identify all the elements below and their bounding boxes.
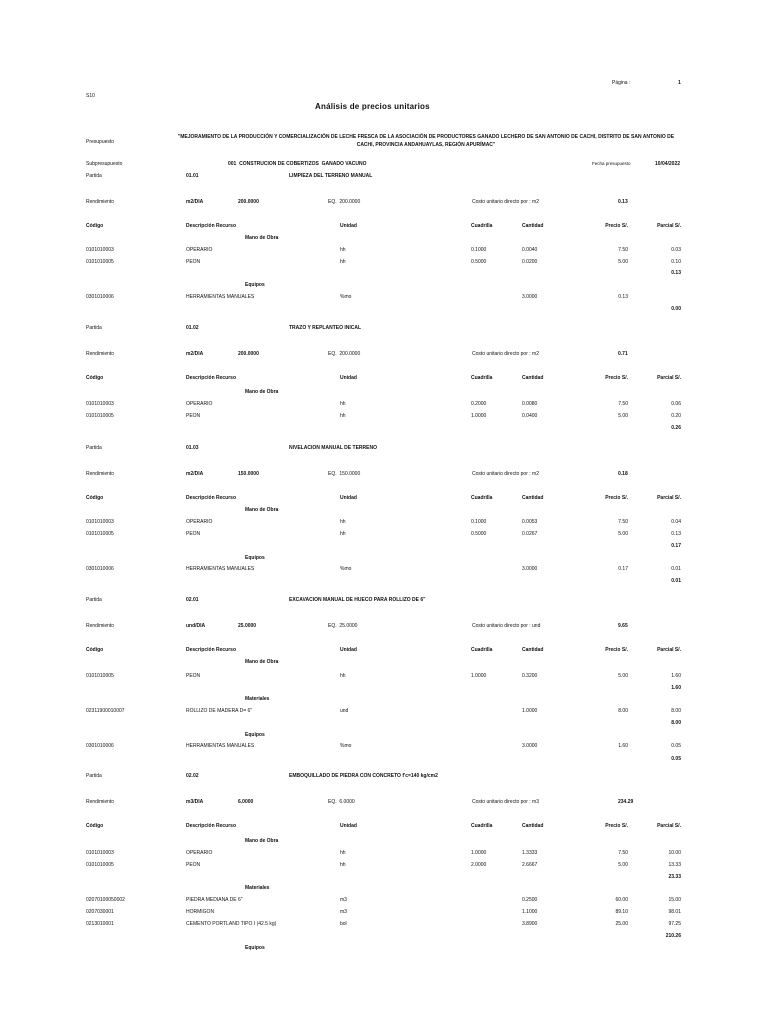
- row-cuadrilla: 1.0000: [471, 850, 487, 856]
- column-header-descripcion: Descripción Recurso: [186, 375, 237, 381]
- eq-value: EQ. 200.0000: [328, 199, 361, 205]
- row-unidad: %mo: [340, 743, 352, 749]
- row-parcial: 1.60: [671, 673, 681, 679]
- row-parcial: 0.13: [671, 531, 681, 537]
- column-header-parcial: Parcial S/.: [657, 375, 681, 381]
- row-codigo: 0101010003: [86, 519, 114, 525]
- row-unidad: hh: [340, 413, 346, 419]
- column-header-cantidad: Cantidad: [522, 647, 544, 653]
- row-parcial: 98.01: [668, 909, 681, 915]
- column-header-unidad: Unidad: [340, 823, 357, 829]
- presupuesto-label: Presupuesto: [86, 139, 115, 145]
- costo-value: 0.13: [618, 199, 628, 205]
- rendimiento-label: Rendimiento: [86, 471, 115, 477]
- section-heading-mano-obra: Mano de Obra: [245, 507, 279, 513]
- column-header-cantidad: Cantidad: [522, 823, 544, 829]
- row-cuadrilla: 0.5000: [471, 259, 487, 265]
- eq-value: EQ. 200.0000: [328, 351, 361, 357]
- section-heading-mano-obra: Mano de Obra: [245, 235, 279, 241]
- partida-code: 02.01: [186, 597, 199, 603]
- row-codigo: 0301010006: [86, 743, 114, 749]
- column-header-precio: Precio S/.: [605, 647, 628, 653]
- subtotal-value: 23.33: [668, 874, 681, 880]
- row-unidad: %mo: [340, 294, 352, 300]
- row-cantidad: 0.0400: [522, 413, 538, 419]
- rendimiento-value: 200.0000: [238, 199, 259, 205]
- column-header-cuadrilla: Cuadrilla: [471, 495, 493, 501]
- row-descripcion: OPERARIO: [186, 519, 213, 525]
- partida-label: Partida: [86, 445, 102, 451]
- row-parcial: 0.06: [671, 401, 681, 407]
- row-precio: 0.13: [618, 294, 628, 300]
- costo-value: 0.18: [618, 471, 628, 477]
- fecha-value: 10/04/2022: [655, 161, 681, 167]
- partida-label: Partida: [86, 325, 102, 331]
- row-codigo: 0301010006: [86, 294, 114, 300]
- costo-label: Costo unitario directo por : m2: [472, 199, 539, 205]
- section-heading-materiales: Materiales: [245, 885, 270, 891]
- section-heading-equipos: Equipos: [245, 732, 265, 738]
- row-cantidad: 3.8900: [522, 921, 538, 927]
- row-cantidad: 1.0000: [522, 708, 538, 714]
- row-unidad: hh: [340, 259, 346, 265]
- partida-name: EXCAVACION MANUAL DE HUECO PARA ROLLIZO DE 6": [289, 597, 426, 603]
- row-unidad: hh: [340, 247, 346, 253]
- costo-label: Costo unitario directo por : und: [472, 623, 541, 629]
- page-title: Análisis de precios unitarios: [315, 102, 430, 111]
- row-cantidad: 0.0200: [522, 259, 538, 265]
- row-cantidad: 0.0040: [522, 247, 538, 253]
- subtotal-value: 0.26: [671, 425, 681, 431]
- section-heading-equipos: Equipos: [245, 282, 265, 288]
- row-precio: 7.50: [618, 519, 628, 525]
- row-precio: 7.50: [618, 850, 628, 856]
- column-header-descripcion: Descripción Recurso: [186, 223, 237, 229]
- section-heading-mano-obra: Mano de Obra: [245, 389, 279, 395]
- row-parcial: 0.05: [671, 743, 681, 749]
- costo-label: Costo unitario directo por : m2: [472, 351, 539, 357]
- costo-label: Costo unitario directo por : m3: [472, 799, 539, 805]
- subtotal-value: 8.00: [671, 720, 681, 726]
- row-precio: 0.17: [618, 566, 628, 572]
- row-precio: 1.60: [618, 743, 628, 749]
- row-unidad: %mo: [340, 566, 352, 572]
- column-header-cuadrilla: Cuadrilla: [471, 823, 493, 829]
- row-unidad: und: [340, 708, 349, 714]
- row-parcial: 15.00: [668, 897, 681, 903]
- column-header-cantidad: Cantidad: [522, 375, 544, 381]
- row-descripcion: OPERARIO: [186, 247, 213, 253]
- row-unidad: m3: [340, 909, 347, 915]
- costo-value: 234.29: [618, 799, 634, 805]
- page-number: 1: [678, 80, 681, 86]
- subtotal-value: 0.01: [671, 578, 681, 584]
- row-descripcion: HERRAMIENTAS MANUALES: [186, 743, 255, 749]
- partida-code: 01.01: [186, 173, 199, 179]
- row-cantidad: 0.3200: [522, 673, 538, 679]
- row-precio: 5.00: [618, 673, 628, 679]
- rendimiento-label: Rendimiento: [86, 351, 115, 357]
- row-parcial: 0.01: [671, 566, 681, 572]
- row-unidad: hh: [340, 401, 346, 407]
- eq-value: EQ. 150.0000: [328, 471, 361, 477]
- column-header-unidad: Unidad: [340, 647, 357, 653]
- row-cantidad: 3.0000: [522, 743, 538, 749]
- subtotal-value: 1.60: [671, 685, 681, 691]
- row-precio: 5.00: [618, 862, 628, 868]
- rendimiento-label: Rendimiento: [86, 199, 115, 205]
- subtotal-value: 0.13: [671, 270, 681, 276]
- row-precio: 5.00: [618, 413, 628, 419]
- row-descripcion: PEON: [186, 413, 201, 419]
- row-descripcion: PEON: [186, 673, 201, 679]
- row-codigo: 0207030001: [86, 909, 114, 915]
- subpresupuesto-label: Subpresupuesto: [86, 161, 123, 167]
- subpresupuesto-value: 001 CONSTRUCION DE COBERTIZOS GANADO VACUNO: [228, 161, 367, 167]
- row-cuadrilla: 0.1000: [471, 247, 487, 253]
- row-parcial: 13.33: [668, 862, 681, 868]
- row-cantidad: 0.0267: [522, 531, 538, 537]
- rendimiento-value: 150.0000: [238, 471, 259, 477]
- row-cantidad: 3.0000: [522, 294, 538, 300]
- column-header-cantidad: Cantidad: [522, 223, 544, 229]
- row-unidad: bol: [340, 921, 347, 927]
- row-codigo: 0101010005: [86, 413, 114, 419]
- column-header-codigo: Código: [86, 375, 104, 381]
- system-code: S10: [86, 93, 95, 99]
- row-cantidad: 3.0000: [522, 566, 538, 572]
- row-codigo: 0301010006: [86, 566, 114, 572]
- row-precio: 89.10: [615, 909, 628, 915]
- row-descripcion: PEON: [186, 862, 201, 868]
- row-descripcion: CEMENTO PORTLAND TIPO I (42.5 kg): [186, 921, 277, 927]
- column-header-descripcion: Descripción Recurso: [186, 823, 237, 829]
- rendimiento-value: 6.0000: [238, 799, 254, 805]
- row-unidad: m3: [340, 897, 347, 903]
- rendimiento-unit: m3/DIA: [186, 799, 204, 805]
- section-heading-equipos: Equipos: [245, 945, 265, 951]
- row-descripcion: ROLLIZO DE MADERA D= 6": [186, 708, 253, 714]
- row-descripcion: PEON: [186, 531, 201, 537]
- column-header-precio: Precio S/.: [605, 823, 628, 829]
- row-codigo: 0101010005: [86, 531, 114, 537]
- rendimiento-unit: m2/DIA: [186, 471, 204, 477]
- column-header-precio: Precio S/.: [605, 223, 628, 229]
- page-label: Página :: [612, 80, 631, 86]
- row-precio: 25.00: [615, 921, 628, 927]
- row-codigo: 0101010005: [86, 862, 114, 868]
- row-cuadrilla: 0.1000: [471, 519, 487, 525]
- column-header-codigo: Código: [86, 495, 104, 501]
- row-descripcion: PEON: [186, 259, 201, 265]
- column-header-parcial: Parcial S/.: [657, 495, 681, 501]
- fecha-label: Fecha presupuesto: [592, 161, 631, 166]
- rendimiento-value: 25.0000: [238, 623, 257, 629]
- row-cantidad: 1.1000: [522, 909, 538, 915]
- row-descripcion: OPERARIO: [186, 850, 213, 856]
- row-parcial: 0.10: [671, 259, 681, 265]
- row-unidad: hh: [340, 531, 346, 537]
- rendimiento-unit: und/DIA: [186, 623, 206, 629]
- row-precio: 7.50: [618, 247, 628, 253]
- rendimiento-value: 200.0000: [238, 351, 259, 357]
- row-codigo: 0101010003: [86, 247, 114, 253]
- row-cantidad: 0.0053: [522, 519, 538, 525]
- presupuesto-value: "MEJORAMIENTO DE LA PRODUCCIÓN Y COMERCIALIZACIÓN DE LECHE FRESCA DE LA ASOCIACIÓN DE PRODUCTORES GANADO LECHERO DE SAN ANTONIO DE CACHI, DISTRITO DE SAN ANTONIO DE CACHI, PROVINCIA ANDAHUAYLAS, REGIÓN APURÍMAC": [177, 134, 675, 148]
- row-unidad: hh: [340, 673, 346, 679]
- partida-code: 01.02: [186, 325, 199, 331]
- column-header-precio: Precio S/.: [605, 375, 628, 381]
- row-parcial: 8.00: [671, 708, 681, 714]
- column-header-unidad: Unidad: [340, 223, 357, 229]
- costo-value: 9.65: [618, 623, 628, 629]
- rendimiento-unit: m2/DIA: [186, 199, 204, 205]
- row-parcial: 0.20: [671, 413, 681, 419]
- row-parcial: 97.25: [668, 921, 681, 927]
- row-precio: 7.50: [618, 401, 628, 407]
- column-header-cantidad: Cantidad: [522, 495, 544, 501]
- subtotal-value: 0.00: [671, 306, 681, 312]
- row-cuadrilla: 1.0000: [471, 673, 487, 679]
- row-precio: 60.00: [615, 897, 628, 903]
- row-cuadrilla: 0.2000: [471, 401, 487, 407]
- row-unidad: hh: [340, 862, 346, 868]
- row-precio: 5.00: [618, 531, 628, 537]
- eq-value: EQ. 25.0000: [328, 623, 358, 629]
- partida-code: 02.02: [186, 773, 199, 779]
- row-descripcion: HERRAMIENTAS MANUALES: [186, 566, 255, 572]
- subtotal-value: 0.05: [671, 756, 681, 762]
- partida-code: 01.03: [186, 445, 199, 451]
- column-header-descripcion: Descripción Recurso: [186, 495, 237, 501]
- section-heading-materiales: Materiales: [245, 696, 270, 702]
- subtotal-value: 210.26: [665, 933, 681, 939]
- row-cantidad: 0.0080: [522, 401, 538, 407]
- column-header-codigo: Código: [86, 823, 104, 829]
- row-parcial: 10.00: [668, 850, 681, 856]
- row-codigo: 02070100050002: [86, 897, 125, 903]
- row-parcial: 0.03: [671, 247, 681, 253]
- row-descripcion: OPERARIO: [186, 401, 213, 407]
- row-codigo: 0101010003: [86, 850, 114, 856]
- row-cantidad: 0.2500: [522, 897, 538, 903]
- row-precio: 8.00: [618, 708, 628, 714]
- subtotal-value: 0.17: [671, 543, 681, 549]
- partida-name: LIMPIEZA DEL TERRENO MANUAL: [289, 173, 373, 179]
- costo-label: Costo unitario directo por : m2: [472, 471, 539, 477]
- row-cantidad: 1.3333: [522, 850, 538, 856]
- column-header-parcial: Parcial S/.: [657, 223, 681, 229]
- row-precio: 5.00: [618, 259, 628, 265]
- section-heading-mano-obra: Mano de Obra: [245, 659, 279, 665]
- column-header-unidad: Unidad: [340, 375, 357, 381]
- row-descripcion: HERRAMIENTAS MANUALES: [186, 294, 255, 300]
- row-codigo: 0213010001: [86, 921, 114, 927]
- column-header-unidad: Unidad: [340, 495, 357, 501]
- row-parcial: 0.04: [671, 519, 681, 525]
- partida-label: Partida: [86, 173, 102, 179]
- row-cuadrilla: 1.0000: [471, 413, 487, 419]
- column-header-codigo: Código: [86, 223, 104, 229]
- partida-name: NIVELACION MANUAL DE TERRENO: [289, 445, 377, 451]
- partida-name: TRAZO Y REPLANTEO INICAL: [289, 325, 362, 331]
- column-header-cuadrilla: Cuadrilla: [471, 375, 493, 381]
- row-cuadrilla: 0.5000: [471, 531, 487, 537]
- rendimiento-unit: m2/DIA: [186, 351, 204, 357]
- column-header-precio: Precio S/.: [605, 495, 628, 501]
- eq-value: EQ. 6.0000: [328, 799, 355, 805]
- partida-label: Partida: [86, 597, 102, 603]
- row-codigo: 0101010005: [86, 673, 114, 679]
- rendimiento-label: Rendimiento: [86, 799, 115, 805]
- row-codigo: 0101010003: [86, 401, 114, 407]
- column-header-cuadrilla: Cuadrilla: [471, 647, 493, 653]
- column-header-cuadrilla: Cuadrilla: [471, 223, 493, 229]
- row-cantidad: 2.6667: [522, 862, 538, 868]
- row-descripcion: PIEDRA MEDIANA DE 6": [186, 897, 243, 903]
- column-header-descripcion: Descripción Recurso: [186, 647, 237, 653]
- costo-value: 0.71: [618, 351, 628, 357]
- row-descripcion: HORMIGON: [186, 909, 215, 915]
- column-header-codigo: Código: [86, 647, 104, 653]
- row-codigo: 0101010005: [86, 259, 114, 265]
- partida-name: EMBOQUILLADO DE PIEDRA CON CONCRETO f'c=140 kg/cm2: [289, 773, 438, 779]
- row-unidad: hh: [340, 850, 346, 856]
- row-unidad: hh: [340, 519, 346, 525]
- rendimiento-label: Rendimiento: [86, 623, 115, 629]
- column-header-parcial: Parcial S/.: [657, 823, 681, 829]
- column-header-parcial: Parcial S/.: [657, 647, 681, 653]
- section-heading-mano-obra: Mano de Obra: [245, 838, 279, 844]
- row-codigo: 02311900010007: [86, 708, 125, 714]
- partida-label: Partida: [86, 773, 102, 779]
- row-cuadrilla: 2.0000: [471, 862, 487, 868]
- section-heading-equipos: Equipos: [245, 555, 265, 561]
